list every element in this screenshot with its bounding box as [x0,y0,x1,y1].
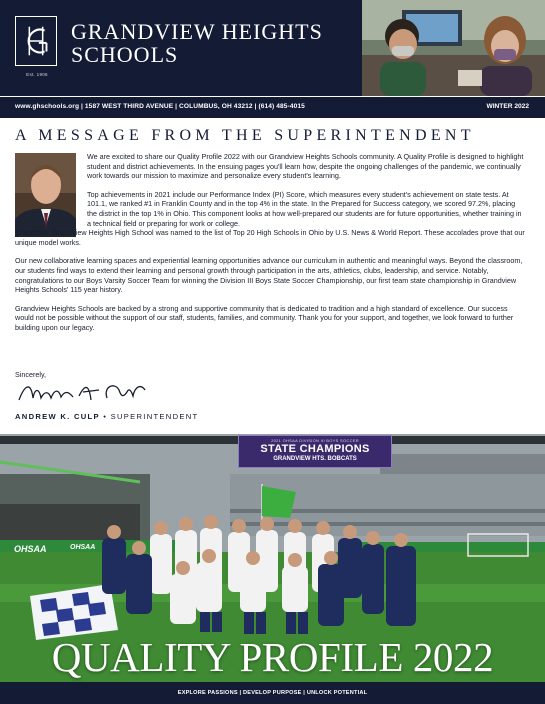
message-heading: A MESSAGE FROM THE SUPERINTENDENT [15,127,475,144]
gh-monogram-icon [16,17,56,65]
message-paragraph-3: In addition, Grandview Heights High School was named to the list of Top 20 High Schools in Ohio by U.S. News & World Report. These accolades prove that our unique model works. [15,228,525,247]
district-name-line2: SCHOOLS [71,42,179,67]
signer-name: ANDREW K. CULP [15,412,100,421]
state-champions-banner [238,435,392,468]
masthead [0,0,545,96]
contact-bar [0,96,545,118]
footer-bar [0,682,545,704]
wall-sign-left-2: OHSAA [70,544,96,551]
district-logo [15,16,57,66]
issue-season: WINTER 2022 [486,103,529,110]
closing: Sincerely, [15,370,47,379]
banner-title: STATE CHAMPIONS [260,443,370,455]
message-body [15,152,525,342]
students-photo [362,0,545,96]
wall-sign-left: OHSAA [14,544,47,554]
cover-title: QUALITY PROFILE 2022 [51,634,494,680]
handwritten-signature [15,378,155,408]
banner-team: GRANDVIEW HTS. BOBCATS [273,456,357,462]
banner-subtitle: 2021 OHSAA DIVISION III BOYS SOCCER [271,438,359,443]
message-paragraph-4: Our new collaborative learning spaces and experiential learning opportunities advance our curriculum in authentic and meaningful ways. Beyond the classroom, our students find ways to extend their learning and personal growth through participation in the arts, athletics, clubs, leadership, and service. Notably, congratulations to our Boys Varsity Soccer Team for winning the Division III Boys State Soccer Championship, our first team state championship in Grandview Heights Schools' 115 year history. [15,256,523,295]
signer-title: • SUPERINTENDENT [99,412,199,421]
tagline: EXPLORE PASSIONS | DEVELOP PURPOSE | UNLOCK POTENTIAL [177,690,368,696]
message-paragraph-1: We are excited to share our Quality Profile 2022 with our Grandview Heights Schools community. A Quality Profile is designed to highlight student and district achievements. In the ensuing pages you'll learn how, despite the ongoing challenges of the pandemic, we continually work towards our mission to maximize and personalize every student's learning. [87,152,524,181]
message-paragraph-5: Grandview Heights Schools are backed by a strong and supportive community that is dedicated to tradition and a high standard of excellence. Our success would not be possible without the support of our staff, students, families, and community. Thank you for your support, and together, we look forward to further building upon our legacy. [15,303,514,332]
district-name-line1: GRANDVIEW HEIGHTS [71,19,323,44]
district-name [71,20,323,66]
contact-info: www.ghschools.org | 1587 WEST THIRD AVENUE | COLUMBUS, OH 43212 | (614) 485-4015 [15,103,305,110]
established-year: Est. 1906 [26,72,48,77]
message-paragraph-2: Top achievements in 2021 include our Performance Index (PI) Score, which measures every student's achievement on state tests. At 101.1, we ranked #1 in Franklin County and in the top 4% in the state. In the Prepared for Success category, we scored 97.2%, placing the district in the top 1% in Ohio. This component looks at how well-prepared our students are for future opportunities, whether training in a technical field or preparing for work or college. [87,189,522,228]
signer [15,412,198,421]
